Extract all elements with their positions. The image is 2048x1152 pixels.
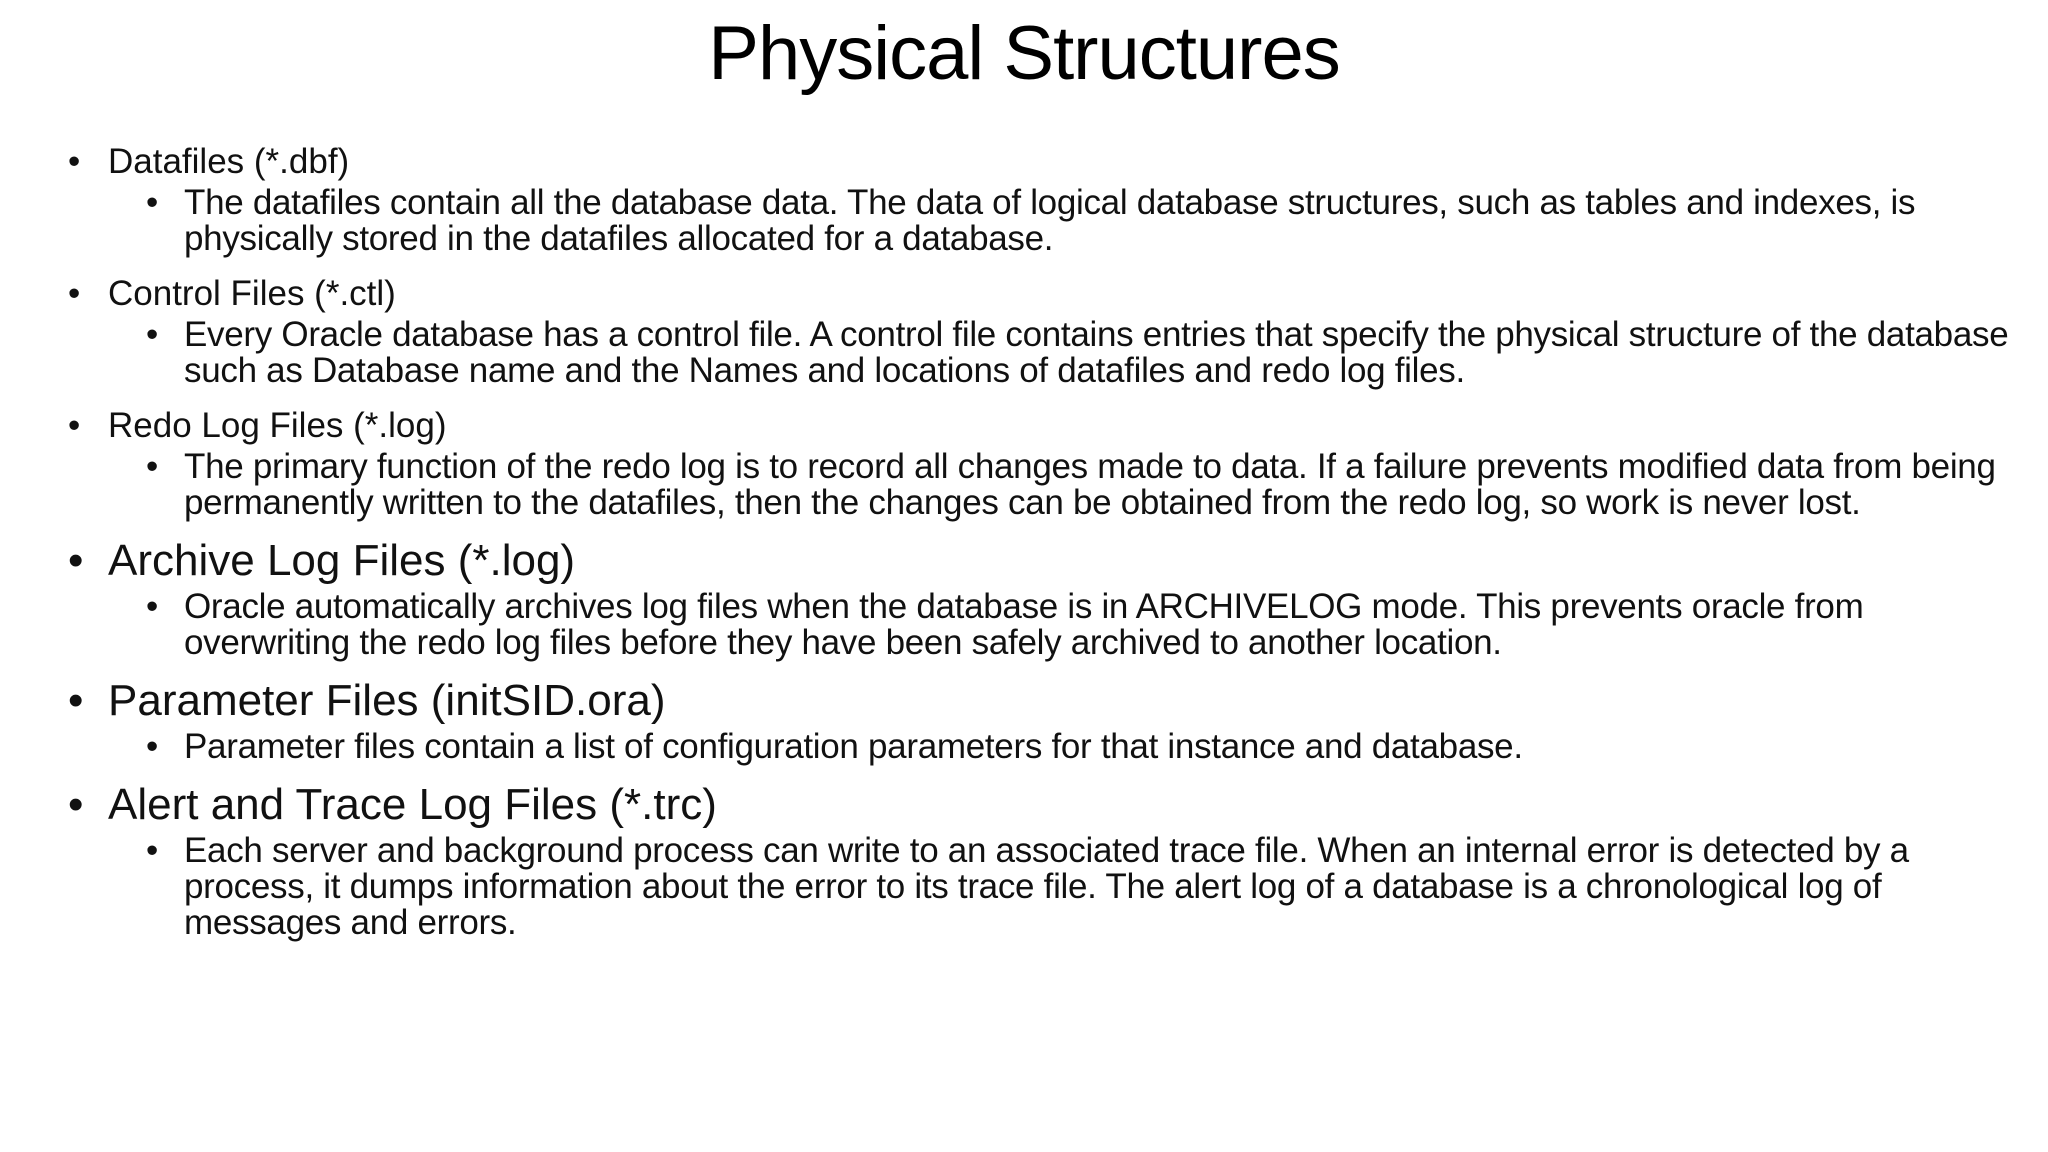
slide-title: Physical Structures bbox=[708, 11, 1340, 96]
sub-bullet-archive-log-files bbox=[146, 589, 2018, 661]
sub-bullet-control-files bbox=[146, 317, 2018, 389]
sub-bullet-icon: • bbox=[146, 315, 158, 354]
sub-bullet-icon: • bbox=[146, 183, 158, 222]
sub-bullet-icon: • bbox=[146, 447, 158, 486]
sub-bullet-redo-log-files bbox=[146, 449, 2018, 521]
bullet-item-parameter-files bbox=[68, 675, 2018, 727]
bullet-item-redo-log-files bbox=[68, 405, 2018, 447]
sub-bullet-text: Parameter files contain a list of configuration parameters for that instance and database. bbox=[184, 727, 1523, 766]
sub-bullet-text: Every Oracle database has a control file. A control file contains entries that specify the physical structure of the database such as Database name and the Names and locations of datafiles and redo log files. bbox=[184, 315, 2009, 390]
bullet-heading: Redo Log Files (*.log) bbox=[108, 406, 447, 445]
sub-bullet-alert-trace-files bbox=[146, 833, 2018, 941]
sub-bullet-text: The primary function of the redo log is to record all changes made to data. If a failure prevents modified data from being permanently written to the datafiles, then the changes can be obtained from the redo log, so work is never lost. bbox=[184, 447, 1996, 522]
sub-bullet-parameter-files bbox=[146, 729, 2018, 765]
bullet-heading: Datafiles (*.dbf) bbox=[108, 142, 350, 181]
bullet-heading: Parameter Files (initSID.ora) bbox=[108, 676, 666, 725]
bullet-heading: Archive Log Files (*.log) bbox=[108, 536, 576, 585]
bullet-item-archive-log-files bbox=[68, 535, 2018, 587]
bullet-icon: • bbox=[68, 406, 81, 445]
sub-bullet-text: The datafiles contain all the database data. The data of logical database structures, such as tables and indexes, is physically stored in the datafiles allocated for a database. bbox=[184, 183, 1916, 258]
bullet-heading: Alert and Trace Log Files (*.trc) bbox=[108, 780, 717, 829]
bullet-list bbox=[68, 141, 2018, 941]
bullet-item-control-files bbox=[68, 273, 2018, 315]
bullet-icon: • bbox=[68, 676, 84, 725]
bullet-icon: • bbox=[68, 142, 81, 181]
bullet-icon: • bbox=[68, 780, 84, 829]
bullet-icon: • bbox=[68, 274, 81, 313]
sub-bullet-icon: • bbox=[146, 831, 158, 870]
sub-bullet-datafiles bbox=[146, 185, 2018, 257]
bullet-item-alert-trace-files bbox=[68, 779, 2018, 831]
bullet-icon: • bbox=[68, 536, 84, 585]
sub-bullet-icon: • bbox=[146, 727, 158, 766]
sub-bullet-text: Each server and background process can write to an associated trace file. When an internal error is detected by a process, it dumps information about the error to its trace file. The alert log of a database is a chronological log of messages and errors. bbox=[184, 831, 1909, 942]
bullet-item-datafiles bbox=[68, 141, 2018, 183]
sub-bullet-icon: • bbox=[146, 587, 158, 626]
bullet-heading: Control Files (*.ctl) bbox=[108, 274, 396, 313]
sub-bullet-text: Oracle automatically archives log files when the database is in ARCHIVELOG mode. This prevents oracle from overwriting the redo log files before they have been safely archived to another location. bbox=[184, 587, 1864, 662]
